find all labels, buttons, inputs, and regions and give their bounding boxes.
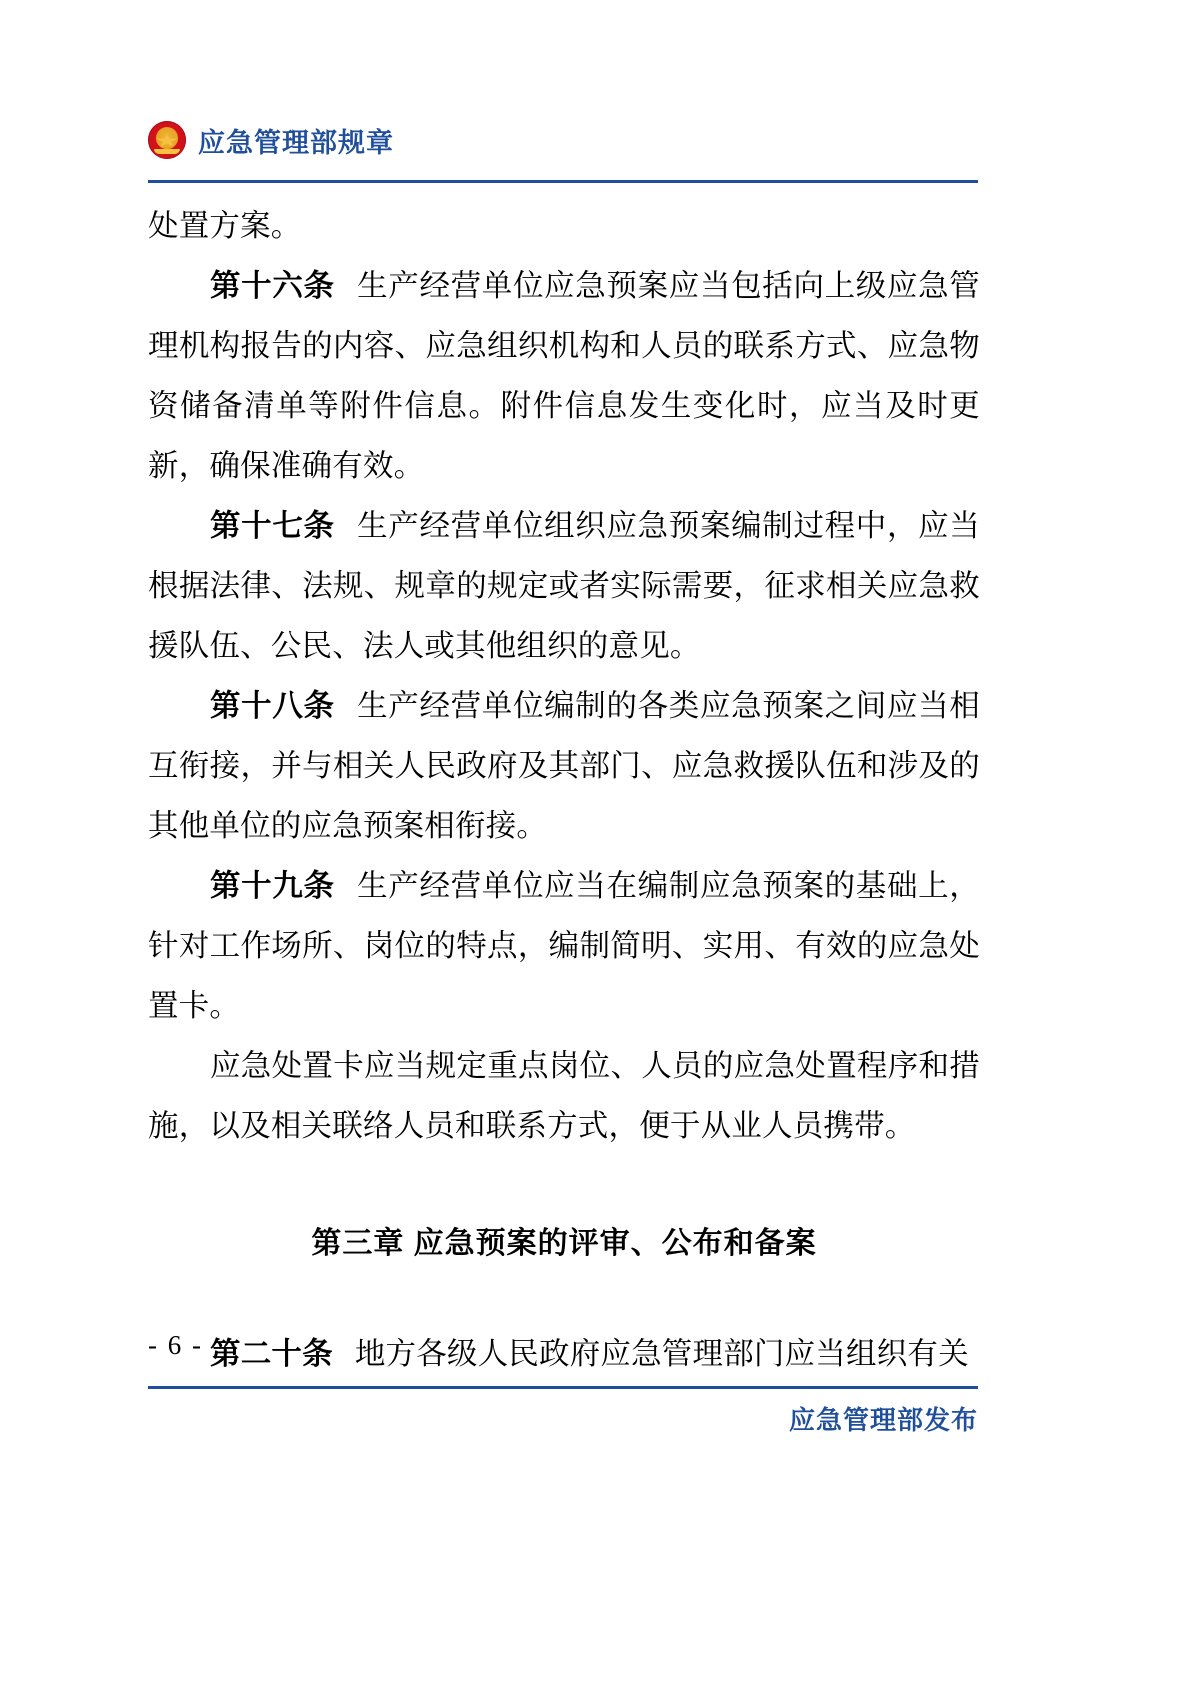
chapter-spacer-above — [148, 1156, 980, 1214]
article-19-label: 第十九条 — [210, 869, 335, 903]
document-header — [148, 112, 978, 168]
chapter-spacer-below — [148, 1274, 980, 1324]
header-divider — [148, 180, 978, 183]
document-body — [148, 196, 980, 1384]
footer-issuer: 应急管理部发布 — [788, 1405, 978, 1435]
article-16-label: 第十六条 — [210, 269, 335, 303]
header-title: 应急管理部规章 — [198, 127, 394, 158]
article-19-text: 生产经营单位应当在编制应急预案的基础上，针对工作场所、岗位的特点，编制简明、实用、有效的应急处置卡。 — [148, 869, 980, 1023]
national-emblem-icon — [148, 121, 186, 159]
article-18-label: 第十八条 — [210, 689, 335, 723]
article-19-second-paragraph: 应急处置卡应当规定重点岗位、人员的应急处置程序和措施，以及相关联络人员和联系方式，便于从业人员携带。 — [148, 1049, 980, 1143]
article-17-label: 第十七条 — [210, 509, 335, 543]
article-18 — [148, 676, 980, 856]
chapter-heading: 第三章 应急预案的评审、公布和备案 — [311, 1227, 817, 1260]
article-20 — [148, 1324, 980, 1384]
footer-divider — [148, 1386, 978, 1389]
article-17 — [148, 496, 980, 676]
article-17-text: 生产经营单位组织应急预案编制过程中，应当根据法律、法规、规章的规定或者实际需要，征求相关应急救援队伍、公民、法人或其他组织的意见。 — [148, 509, 980, 663]
article-16-text: 生产经营单位应急预案应当包括向上级应急管理机构报告的内容、应急组织机构和人员的联系方式、应急物资储备清单等附件信息。附件信息发生变化时，应当及时更新，确保准确有效。 — [148, 269, 980, 483]
article-20-text: 地方各级人民政府应急管理部门应当组织有关 — [354, 1337, 969, 1371]
article-20-label: 第二十条 — [210, 1337, 333, 1371]
article-18-text: 生产经营单位编制的各类应急预案之间应当相互衔接，并与相关人民政府及其部门、应急救援队伍和涉及的其他单位的应急预案相衔接。 — [148, 689, 980, 843]
continued-paragraph: 处置方案。 — [148, 209, 302, 243]
article-16 — [148, 256, 980, 496]
page-number: - 6 - — [148, 1330, 203, 1360]
article-19 — [148, 856, 980, 1036]
